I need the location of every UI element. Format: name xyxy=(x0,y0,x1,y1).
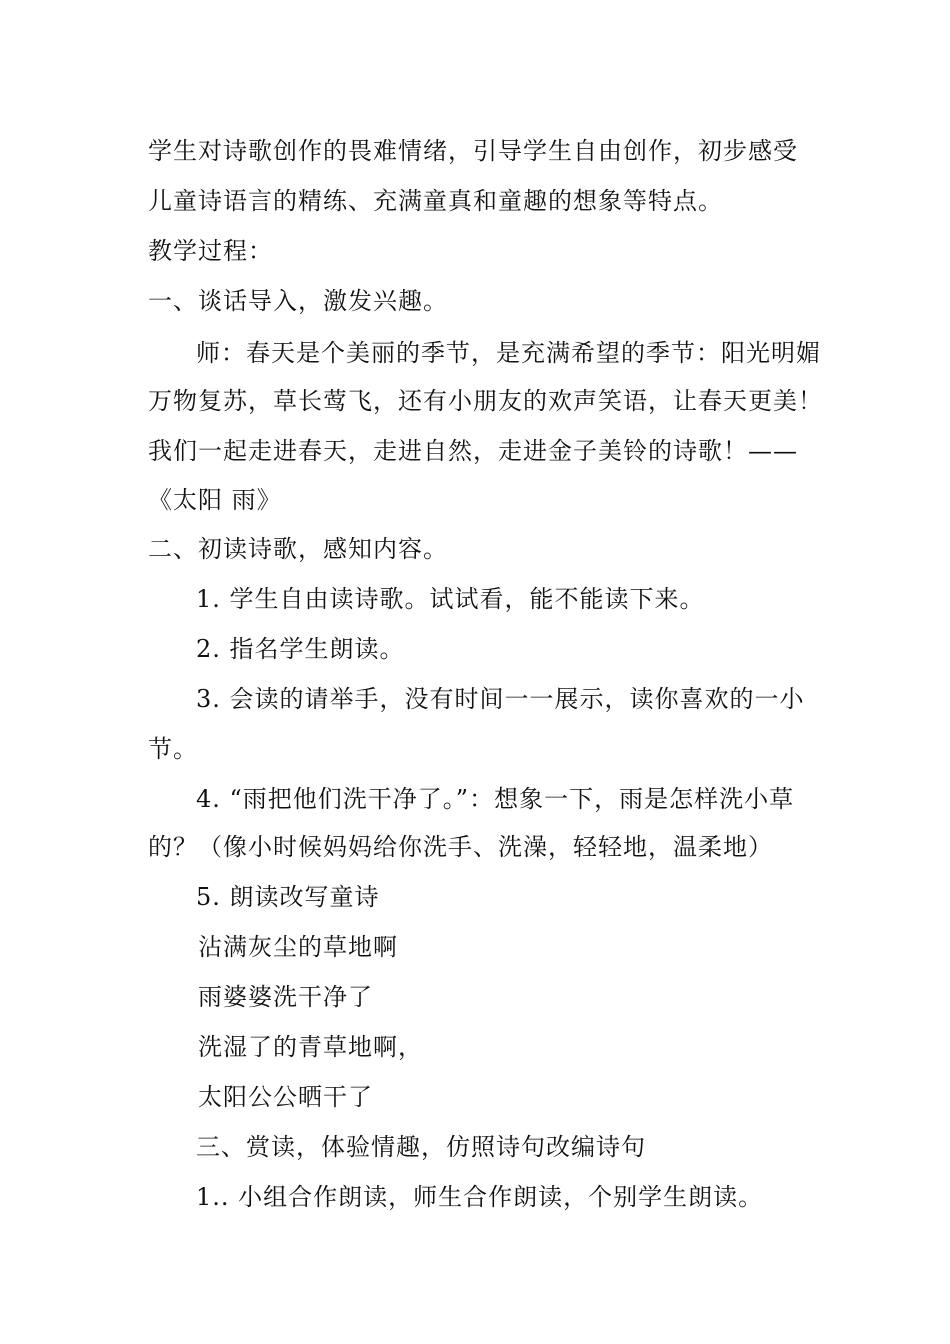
text-line: 节。 xyxy=(148,735,198,763)
poem-title: 《太阳 雨》 xyxy=(148,486,282,514)
section-heading: 一、谈话导入，激发兴趣。 xyxy=(148,287,448,315)
section-heading: 三、赏读，体验情趣，仿照诗句改编诗句 xyxy=(196,1133,646,1161)
text-line: 的？（像小时候妈妈给你洗手、洗澡，轻轻地，温柔地） xyxy=(148,833,773,861)
list-item: 5. 朗读改写童诗 xyxy=(196,883,380,911)
list-item: 1. 学生自由读诗歌。试试看，能不能读下来。 xyxy=(196,585,705,613)
text-line: 我们一起走进春天，走进自然，走进金子美铃的诗歌！—— xyxy=(148,437,798,465)
poem-line: 沾满灰尘的草地啊 xyxy=(198,933,398,961)
poem-line: 雨婆婆洗干净了 xyxy=(198,983,373,1011)
text-line: 教学过程： xyxy=(148,237,273,265)
text-line: 学生对诗歌创作的畏难情绪，引导学生自由创作，初步感受 xyxy=(148,137,798,165)
text-line: 万物复苏，草长莺飞，还有小朋友的欢声笑语，让春天更美！ xyxy=(148,387,823,415)
text-line: 儿童诗语言的精练、充满童真和童趣的想象等特点。 xyxy=(148,187,723,215)
list-item: 1.. 小组合作朗读，师生合作朗读，个别学生朗读。 xyxy=(196,1183,764,1211)
poem-line: 洗湿了的青草地啊， xyxy=(198,1033,423,1061)
section-heading: 二、初读诗歌，感知内容。 xyxy=(148,535,448,563)
text-line: 师：春天是个美丽的季节，是充满希望的季节：阳光明媚 xyxy=(196,339,821,367)
poem-line: 太阳公公晒干了 xyxy=(198,1083,373,1111)
list-item: 3. 会读的请举手，没有时间一一展示，读你喜欢的一小 xyxy=(196,685,805,713)
list-item: 4. “雨把他们洗干净了。”：想象一下，雨是怎样洗小草 xyxy=(196,785,795,813)
list-item: 2. 指名学生朗读。 xyxy=(196,635,405,663)
